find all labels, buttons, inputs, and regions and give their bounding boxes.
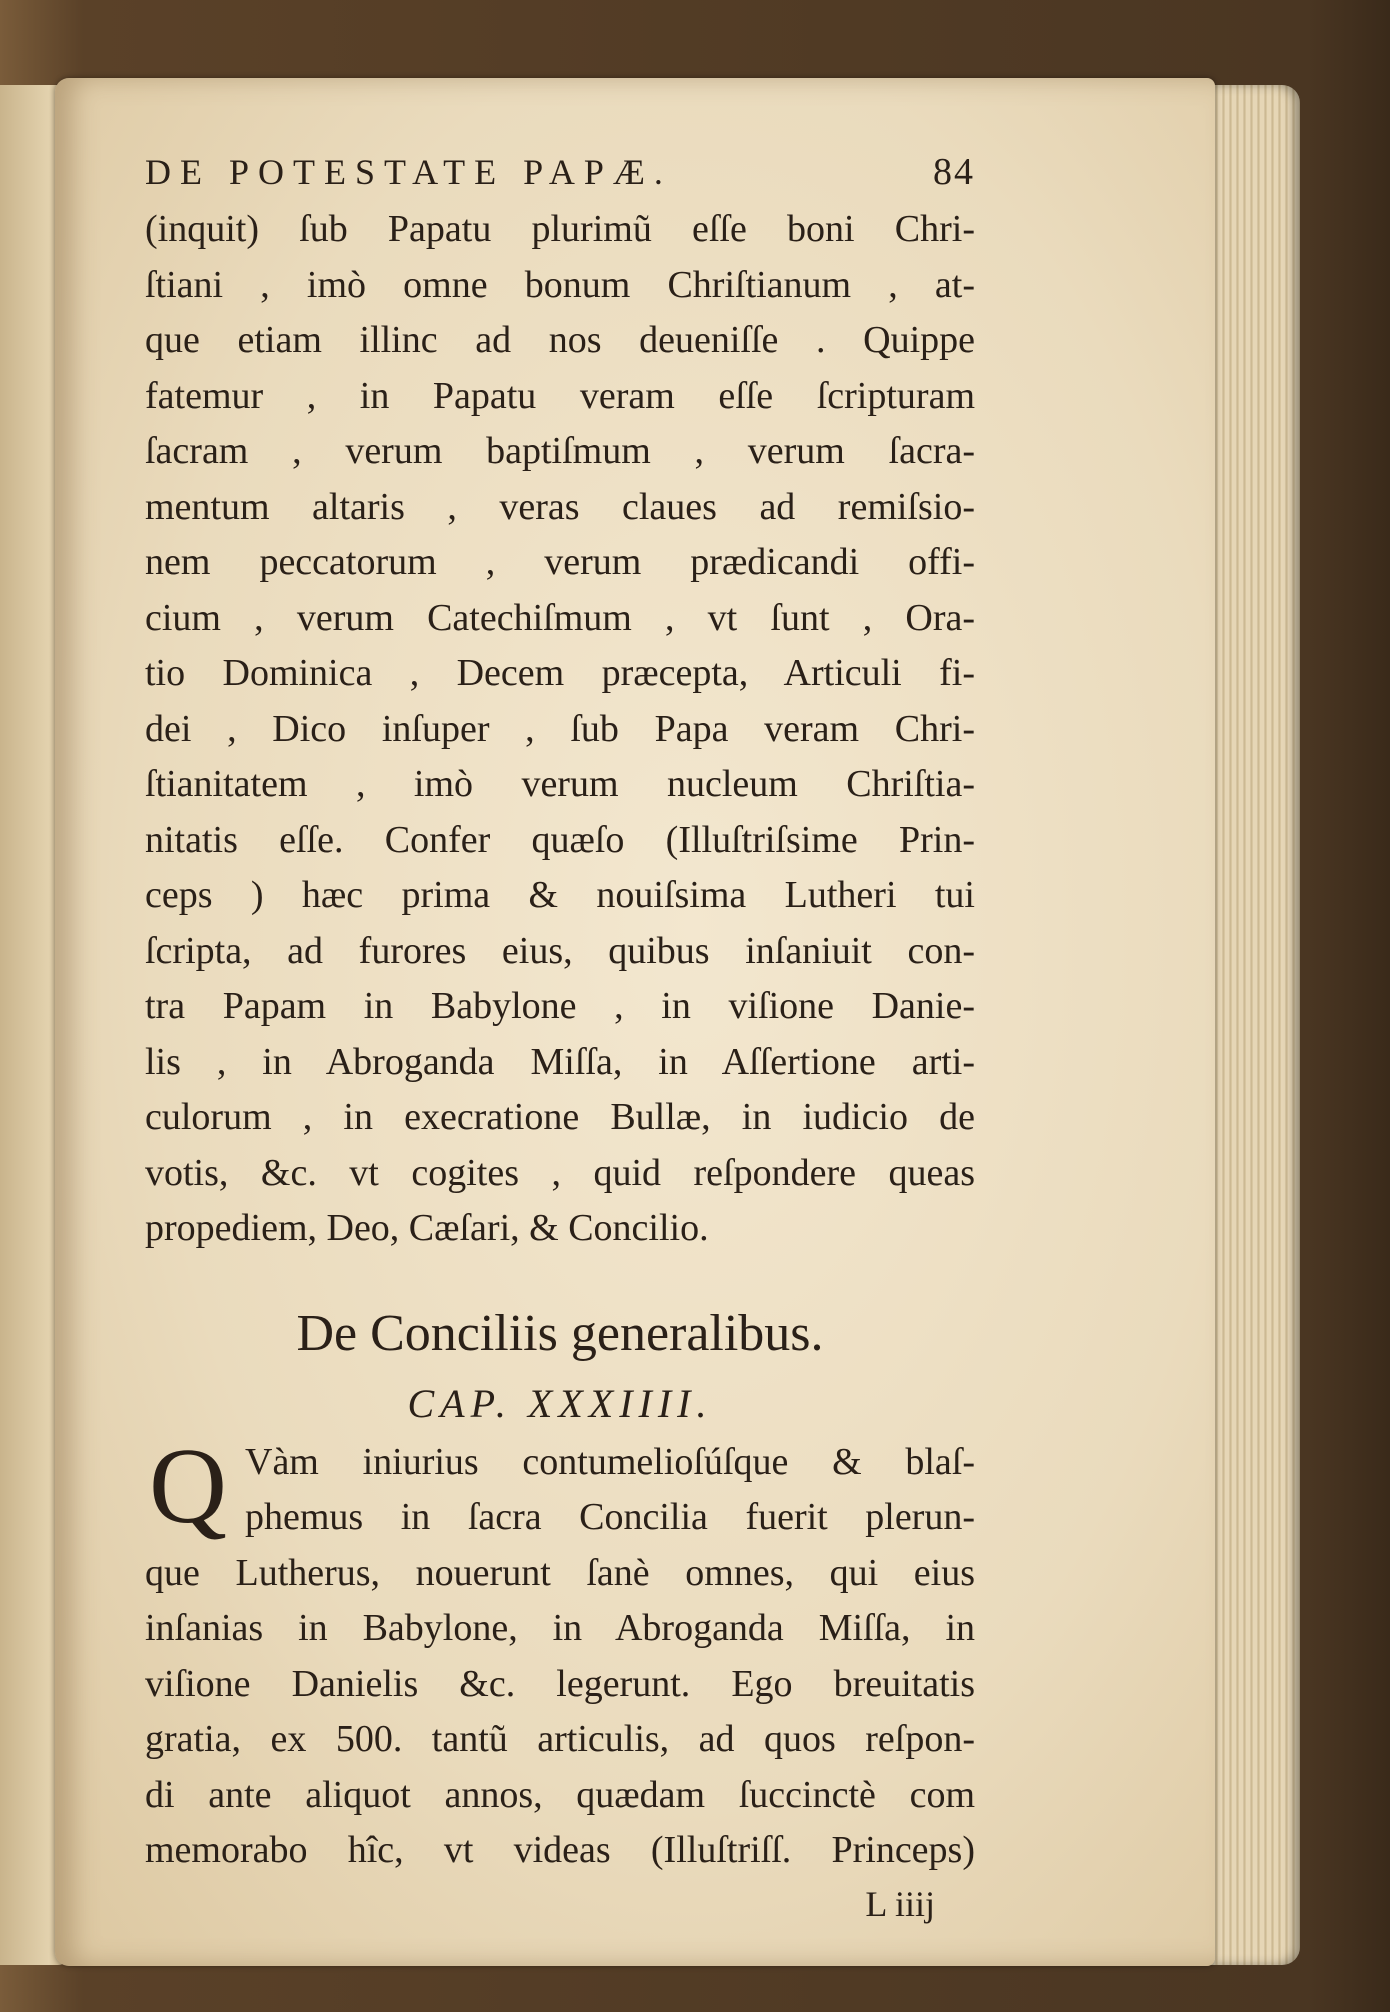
text-line: fatemur , in Papatu veram eſſe ſcripturam (145, 374, 975, 417)
text-line: phemus in ſacra Concilia fuerit plerun- (245, 1496, 975, 1538)
text-line: (inquit) ſub Papatu plurimũ eſſe boni Chri- (145, 208, 975, 250)
text-line: inſanias in Babylone, in Abroganda Miſſa, in (145, 1607, 975, 1649)
text-line: mentum altaris , veras claues ad remiſsio- (145, 485, 975, 528)
text-line: lis , in Abroganda Miſſa, in Aſſertione arti- (145, 1040, 975, 1083)
drop-initial: Q (149, 1426, 227, 1546)
running-head (145, 150, 975, 202)
chapter-text (145, 1426, 975, 1879)
text-line: cium , verum Catechiſmum , vt ſunt , Ora- (145, 596, 975, 639)
chapter-number: CAP. XXXIIII. (407, 1380, 713, 1426)
text-line: propediem, Deo, Cæſari, & Concilio. (145, 1207, 709, 1249)
text-line: gratia, ex 500. tantũ articulis, ad quos reſpon- (145, 1718, 975, 1760)
body-text (145, 202, 975, 1257)
text-line: ſcripta, ad furores eius, quibus inſaniuit con- (145, 929, 975, 972)
text-line: ſtiani , imò omne bonum Chriſtianum , at- (145, 263, 975, 306)
signature-mark: L iiij (865, 1883, 935, 1924)
text-line: di ante aliquot annos, quædam ſuccinctè com (145, 1773, 975, 1816)
text-line: que etiam illinc ad nos deueniſſe . Quippe (145, 319, 975, 361)
text-line: viſione Danielis &c. legerunt. Ego breuitatis (145, 1662, 975, 1705)
text-line: ſtianitatem , imò verum nucleum Chriſtia- (145, 763, 975, 805)
text-line: ceps ) hæc prima & nouiſsima Lutheri tui (145, 874, 975, 916)
text-line: que Lutherus, nouerunt ſanè omnes, qui eius (145, 1551, 975, 1594)
chapter-title: De Conciliis generalibus. (296, 1304, 824, 1362)
text-line: tra Papam in Babylone , in viſione Danie- (145, 985, 975, 1027)
text-line: ſacram , verum baptiſmum , verum ſacra- (145, 430, 975, 472)
text-line: dei , Dico inſuper , ſub Papa veram Chri- (145, 707, 975, 750)
text-line: nitatis eſſe. Confer quæſo (Illuſtriſsime Prin- (145, 818, 975, 861)
text-line: votis, &c. vt cogites , quid reſpondere queas (145, 1151, 975, 1194)
page-number: 84 (933, 151, 975, 193)
text-block (145, 150, 975, 1929)
text-line: tio Dominica , Decem præcepta, Articuli fi- (145, 652, 975, 694)
running-head-title: DE POTESTATE PAPÆ. (145, 152, 672, 192)
text-line: Vàm iniurius contumelioſúſque & blaſ- (245, 1440, 975, 1483)
text-line: memorabo hîc, vt videas (Illuſtriſſ. Princeps) (145, 1829, 975, 1871)
text-line: nem peccatorum , verum prædicandi offi- (145, 541, 975, 583)
text-line: culorum , in execratione Bullæ, in iudicio de (145, 1096, 975, 1138)
